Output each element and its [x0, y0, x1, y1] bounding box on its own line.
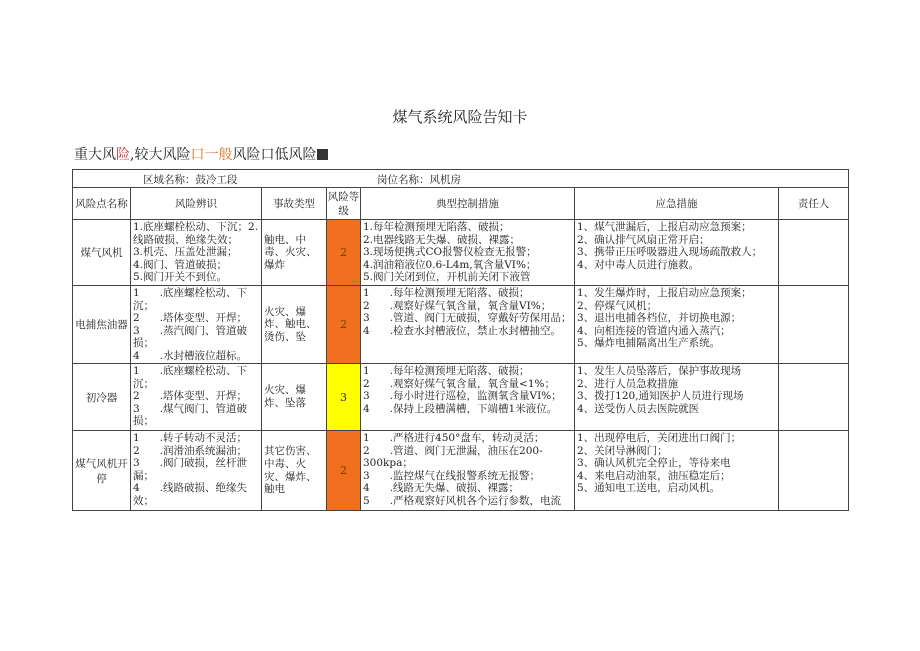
risk-level: 2 [327, 286, 361, 364]
risk-point: 煤气风机开停 [73, 431, 131, 511]
page-title: 煤气系统风险告知卡 [392, 108, 528, 126]
risk-point: 煤气风机 [73, 220, 131, 286]
risk-point: 初冷器 [73, 364, 131, 431]
legend-low: 风险口低风险 [232, 147, 317, 163]
post-name: 岗位名称：风机房 [377, 174, 461, 186]
owner-cell [779, 220, 849, 286]
low-risk-square-icon [317, 149, 328, 160]
risk-identify: 1.底座螺栓松动、下沉；2.线路破损、绝缘失效； 3.机壳、压盖处泄漏； 4.阀门、管道破损； 5.阀门开关不到位。 [133, 221, 259, 284]
emergency-measures: 1、出现停电后，关闭进出口阀门； 2、关闭导淋阀门； 3、确认风机完全停止，等待来电 4、来电启动油泵，油压稳定后； 5、通知电工送电，启动风机。 [577, 432, 742, 495]
legend-large: ,较大风险 [130, 147, 191, 163]
header-point: 风险点名称 [73, 188, 131, 220]
risk-level: 3 [327, 364, 361, 431]
owner-cell [779, 431, 849, 511]
emergency-measures: 1、发生人员坠落后，保护事故现场 2、进行人员急救措施 3、拨打120,通知医护人员进行现场 4、送受伤人员去医院就医 [577, 365, 744, 415]
risk-identify: 1 .底座螺栓松动、下沉； 2 .塔体变型、开焊； 3 .蒸汽阀门、管道破损； 4 .水封槽液位超标。 [133, 287, 248, 362]
legend-major: 重大风 [74, 147, 116, 163]
header-type: 事故类型 [262, 188, 327, 220]
control-measures: 1 .严格进行450°盘车，转动灵活； 2 .管道、阀门无泄漏，油压在200-300kpa； 3 .监控煤气在线报警系统无报警； 4 .线路无失爆、破损、裸露； 5 .严格观察好风机各个运行参数，电流 [363, 432, 562, 507]
area-row [73, 170, 849, 188]
table-row [73, 286, 849, 364]
legend-major-highlight: 险 [116, 147, 130, 163]
risk-legend [74, 144, 328, 164]
header-owner: 责任人 [779, 188, 849, 220]
header-emergency: 应急措施 [575, 188, 779, 220]
risk-level: 2 [327, 220, 361, 286]
control-measures: 1 .每年检测预埋无陷落、破损； 2 .观察好煤气氧含量，氧含量<1%； 3 .每小时进行巡检，监测氧含量VI%； 4 .保持上段槽满槽，下端槽1米液位。 [363, 365, 562, 415]
table-row [73, 220, 849, 286]
risk-level: 2 [327, 431, 361, 511]
emergency-measures: 1、煤气泄漏后，上报启动应急预案； 2、确认排气风扇正常开启； 3、携带正压呼吸器进入现场疏散救人； 4、对中毒人员进行施救。 [577, 221, 763, 271]
table-row [73, 431, 849, 511]
header-identify: 风险辨识 [131, 188, 262, 220]
owner-cell [779, 286, 849, 364]
table-row [73, 364, 849, 431]
risk-table [72, 169, 849, 511]
legend-general: 口一般 [190, 147, 233, 163]
accident-type: 火灾、爆炸、触电、烫伤、坠 [264, 305, 317, 343]
control-measures: 1.每年检测预埋无陷落、破损； 2.电器线路无失爆、破损、裸露； 3.现场便携式CO报警仪检查无报警； 4.润油箱液位0.6-L4m,氧含量VI%； 5.阀门关闭到位，开机前关闭下液管 [363, 221, 537, 284]
risk-point: 电捕焦油器 [73, 286, 131, 364]
region-name: 区域名称：鼓冷工段 [143, 174, 238, 186]
risk-identify: 1 .转子转动不灵活； 2 .润滑油系统漏油； 3 .阀门破损，丝杆泄漏； 4 .线路破损、绝缘失效； [133, 432, 248, 507]
header-control: 典型控制措施 [361, 188, 575, 220]
control-measures: 1 .每年检测预埋无陷落、破损； 2 .观察好煤气氧含量，氧含量VI%； 3 .管道、阀门无破损，穿戴好劳保用品； 4 .检查水封槽液位，禁止水封槽抽空。 [363, 287, 572, 337]
accident-type: 火灾、爆炸、坠落 [264, 384, 306, 409]
header-row [73, 188, 849, 220]
risk-identify: 1 .底座螺栓松动、下沉； 2 .塔体变型、开焊； 3 .煤气阀门、管道破损； [133, 365, 248, 428]
header-level: 风险等级 [327, 188, 361, 220]
accident-type: 其它伤害、中毒、火灾、爆炸、触电 [264, 445, 317, 496]
owner-cell [779, 364, 849, 431]
emergency-measures: 1、发生爆炸时，上报启动应急预案； 2、停煤气风机； 3、退出电捕各档位，并切换电源； 4、向相连接的管道内通入蒸汽； 5、爆炸电捕隔离出生产系统。 [577, 287, 752, 350]
accident-type: 触电、中毒、火灾、爆炸 [264, 233, 317, 271]
